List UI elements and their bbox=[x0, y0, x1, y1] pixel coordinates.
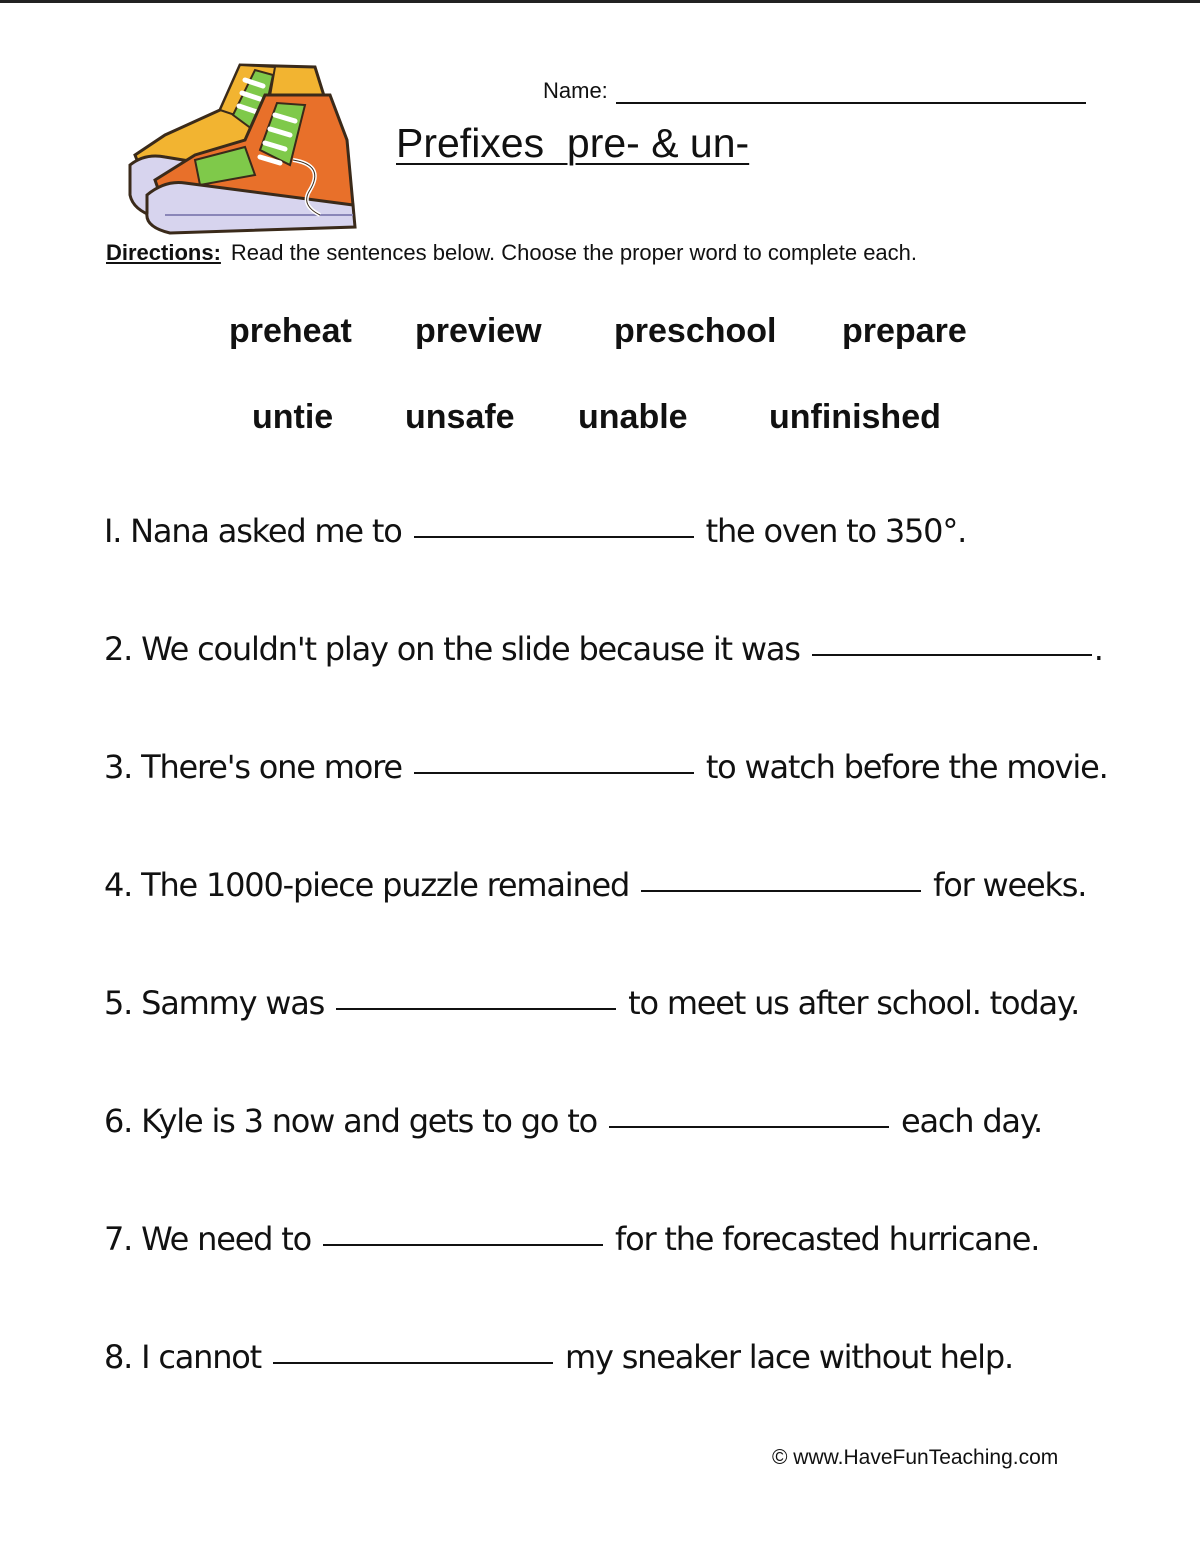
directions-label: Directions: bbox=[106, 240, 221, 265]
top-border bbox=[0, 0, 1200, 3]
sentence-text-before: 5. Sammy was bbox=[104, 984, 325, 1022]
sentence-text-after: the oven to 350°. bbox=[705, 512, 967, 550]
sentence-text-after: my sneaker lace without help. bbox=[565, 1338, 1013, 1376]
sentence-1 bbox=[104, 512, 966, 550]
word-bank-item: unsafe bbox=[405, 398, 515, 436]
answer-blank[interactable] bbox=[641, 889, 921, 892]
word-bank-item: unable bbox=[578, 398, 688, 436]
sentence-text-before: 7. We need to bbox=[104, 1220, 311, 1258]
answer-blank[interactable] bbox=[323, 1243, 603, 1246]
sentence-text-after: for the forecasted hurricane. bbox=[615, 1220, 1040, 1258]
sentence-text-before: 4. The 1000-piece puzzle remained bbox=[104, 866, 630, 904]
name-blank-line[interactable] bbox=[616, 78, 1086, 104]
answer-blank[interactable] bbox=[414, 535, 694, 538]
sentence-2 bbox=[104, 630, 1103, 668]
sentence-text-after: . bbox=[1093, 630, 1103, 668]
word-bank-item: unfinished bbox=[769, 398, 941, 436]
sentence-3 bbox=[104, 748, 1108, 786]
word-bank-item: preview bbox=[415, 312, 542, 350]
answer-blank[interactable] bbox=[414, 771, 694, 774]
sentence-4 bbox=[104, 866, 1086, 904]
directions bbox=[106, 240, 917, 266]
sentence-text-before: 6. Kyle is 3 now and gets to go to bbox=[104, 1102, 597, 1140]
sentence-5 bbox=[104, 984, 1079, 1022]
sentence-text-before: 8. I cannot bbox=[104, 1338, 262, 1376]
worksheet-title: Prefixes pre- & un- bbox=[396, 120, 750, 166]
sentence-text-after: for weeks. bbox=[933, 866, 1087, 904]
word-bank-item: prepare bbox=[842, 312, 967, 350]
answer-blank[interactable] bbox=[336, 1007, 616, 1010]
sentence-text-before: 3. There's one more bbox=[104, 748, 402, 786]
word-bank-item: preheat bbox=[229, 312, 352, 350]
name-field bbox=[543, 72, 1103, 104]
directions-text: Read the sentences below. Choose the proper word to complete each. bbox=[230, 240, 918, 265]
answer-blank[interactable] bbox=[609, 1125, 889, 1128]
name-label: Name: bbox=[543, 78, 608, 103]
copyright-footer: © www.HaveFunTeaching.com bbox=[772, 1446, 1059, 1469]
sentence-6 bbox=[104, 1102, 1042, 1140]
sentence-8 bbox=[104, 1338, 1013, 1376]
sneakers-illustration bbox=[125, 55, 360, 235]
word-bank-item: untie bbox=[252, 398, 334, 436]
sentence-text-after: to watch before the movie. bbox=[705, 748, 1108, 786]
answer-blank[interactable] bbox=[812, 653, 1092, 656]
sentence-text-after: to meet us after school. today. bbox=[628, 984, 1080, 1022]
sentence-text-after: each day. bbox=[900, 1102, 1042, 1140]
answer-blank[interactable] bbox=[273, 1361, 553, 1364]
sentence-text-before: I. Nana asked me to bbox=[104, 512, 402, 550]
word-bank-item: preschool bbox=[614, 312, 777, 350]
sentence-text-before: 2. We couldn't play on the slide because it was bbox=[104, 630, 800, 668]
sentence-7 bbox=[104, 1220, 1039, 1258]
